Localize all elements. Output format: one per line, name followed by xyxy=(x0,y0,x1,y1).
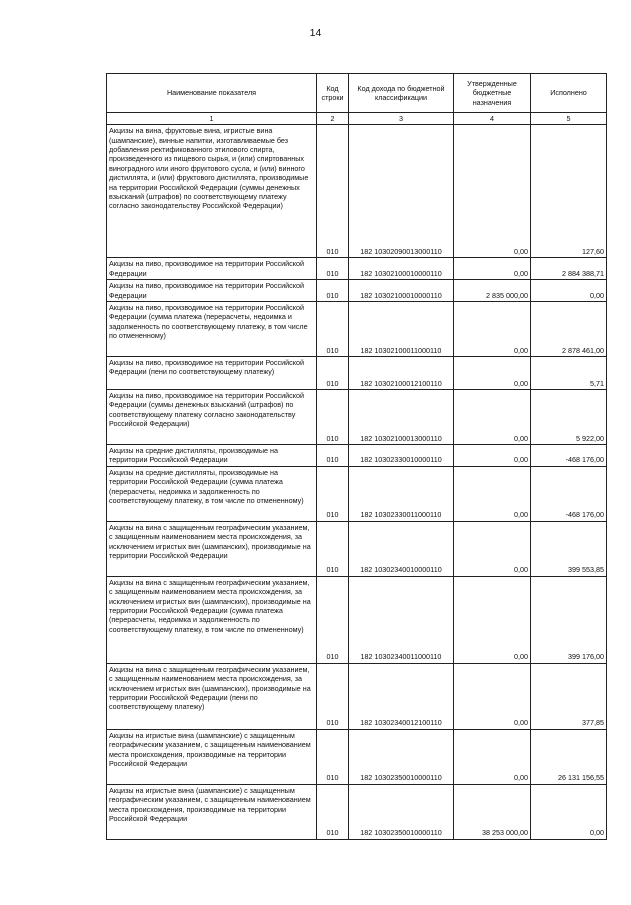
row-approved-amount: 0,00 xyxy=(454,125,531,258)
row-approved-amount: 0,00 xyxy=(454,357,531,390)
row-approved-amount: 38 253 000,00 xyxy=(454,784,531,839)
row-name: Акцизы на пиво, производимое на территории Российской Федерации (сумма платежа (перерасчеты, недоимка и задолженность по соответствующему платежу, в том числе по отмененному) xyxy=(107,302,317,357)
row-code: 010 xyxy=(317,258,349,280)
table-row xyxy=(107,784,607,839)
row-executed-amount: 0,00 xyxy=(531,784,607,839)
table-row xyxy=(107,125,607,258)
table-body xyxy=(107,125,607,839)
row-code: 010 xyxy=(317,357,349,390)
row-name: Акцизы на вина с защищенным географическим указанием, с защищенным наименованием места происхождения, за исключением игристых вин (шампанских), производимые на территории Российской Федерации (сумма платежа (перерасчеты, недоимка и задолженность по соответствующему платежу, в том числе по отмененному) xyxy=(107,576,317,663)
table-row xyxy=(107,258,607,280)
table-row xyxy=(107,390,607,445)
row-executed-amount: 26 131 156,55 xyxy=(531,729,607,784)
row-executed-amount: 127,60 xyxy=(531,125,607,258)
table-row xyxy=(107,280,607,302)
header-name: Наименование показателя xyxy=(107,74,317,113)
row-code: 010 xyxy=(317,784,349,839)
row-code: 010 xyxy=(317,729,349,784)
row-approved-amount: 0,00 xyxy=(454,445,531,467)
header-kbk: Код дохода по бюджетной классификации xyxy=(349,74,454,113)
column-number: 1 xyxy=(107,113,317,125)
row-approved-amount: 0,00 xyxy=(454,663,531,729)
row-executed-amount: 377,85 xyxy=(531,663,607,729)
table-row xyxy=(107,357,607,390)
row-approved-amount: 0,00 xyxy=(454,302,531,357)
row-executed-amount: 0,00 xyxy=(531,280,607,302)
row-code: 010 xyxy=(317,576,349,663)
page-number: 14 xyxy=(309,27,322,39)
table-row xyxy=(107,521,607,576)
row-kbk: 182 10302350010000110 xyxy=(349,784,454,839)
row-code: 010 xyxy=(317,280,349,302)
row-kbk: 182 10302330010000110 xyxy=(349,445,454,467)
table-row xyxy=(107,729,607,784)
row-kbk: 182 10302100013000110 xyxy=(349,390,454,445)
row-name: Акцизы на игристые вина (шампанские) с защищенным географическим указанием, с защищенным наименованием места происхождения, производимые на территории Российской Федерации xyxy=(107,729,317,784)
row-kbk: 182 10302350010000110 xyxy=(349,729,454,784)
row-executed-amount: -468 176,00 xyxy=(531,445,607,467)
row-executed-amount: -468 176,00 xyxy=(531,466,607,521)
row-executed-amount: 5,71 xyxy=(531,357,607,390)
row-kbk: 182 10302100010000110 xyxy=(349,258,454,280)
row-code: 010 xyxy=(317,521,349,576)
row-approved-amount: 0,00 xyxy=(454,466,531,521)
table-row xyxy=(107,445,607,467)
row-kbk: 182 10302090013000110 xyxy=(349,125,454,258)
row-code: 010 xyxy=(317,302,349,357)
header-code: Код строки xyxy=(317,74,349,113)
budget-execution-table xyxy=(106,73,607,840)
header-approved: Утвержденные бюджетные назначения xyxy=(454,74,531,113)
row-executed-amount: 399 176,00 xyxy=(531,576,607,663)
row-executed-amount: 2 884 388,71 xyxy=(531,258,607,280)
row-kbk: 182 10302100011000110 xyxy=(349,302,454,357)
row-kbk: 182 10302330011000110 xyxy=(349,466,454,521)
row-name: Акцизы на игристые вина (шампанские) с защищенным географическим указанием, с защищенным наименованием места происхождения, производимые на территории Российской Федерации xyxy=(107,784,317,839)
row-approved-amount: 0,00 xyxy=(454,521,531,576)
row-code: 010 xyxy=(317,466,349,521)
table-header-row xyxy=(107,74,607,113)
row-kbk: 182 10302100012100110 xyxy=(349,357,454,390)
row-name: Акцизы на пиво, производимое на территории Российской Федерации xyxy=(107,258,317,280)
column-number: 4 xyxy=(454,113,531,125)
row-executed-amount: 399 553,85 xyxy=(531,521,607,576)
row-name: Акцизы на вина с защищенным географическим указанием, с защищенным наименованием места происхождения, за исключением игристых вин (шампанских), производимые на территории Российской Федерации xyxy=(107,521,317,576)
row-approved-amount: 0,00 xyxy=(454,576,531,663)
row-name: Акцизы на пиво, производимое на территории Российской Федерации (суммы денежных взысканий (штрафов) по соответствующему платежу согласно законодательству Российской Федерации) xyxy=(107,390,317,445)
row-kbk: 182 10302100010000110 xyxy=(349,280,454,302)
header-executed: Исполнено xyxy=(531,74,607,113)
table-row xyxy=(107,466,607,521)
column-number: 3 xyxy=(349,113,454,125)
row-name: Акцизы на пиво, производимое на территории Российской Федерации (пени по соответствующему платежу) xyxy=(107,357,317,390)
row-name: Акцизы на средние дистилляты, производимые на территории Российской Федерации (сумма платежа (перерасчеты, недоимка и задолженность по соответствующему платежу, в том числе по отмененному) xyxy=(107,466,317,521)
row-kbk: 182 10302340011000110 xyxy=(349,576,454,663)
table-row xyxy=(107,576,607,663)
row-approved-amount: 2 835 000,00 xyxy=(454,280,531,302)
row-code: 010 xyxy=(317,390,349,445)
column-number: 5 xyxy=(531,113,607,125)
row-approved-amount: 0,00 xyxy=(454,729,531,784)
row-kbk: 182 10302340010000110 xyxy=(349,521,454,576)
row-name: Акцизы на пиво, производимое на территории Российской Федерации xyxy=(107,280,317,302)
row-name: Акцизы на вина, фруктовые вина, игристые вина (шампанские), винные напитки, изготавливаемые без добавления ректификованного этилового спирта, произведенного из пищевого сырья, и (или) спиртованных виноградного или иного фруктового сусла, и (или) винного дистиллята, и (или) фруктового дистиллята, производимые на территории Российской Федерации (суммы денежных взысканий (штрафов) по соответствующему платежу согласно законодательству Российской Федерации) xyxy=(107,125,317,258)
row-code: 010 xyxy=(317,663,349,729)
row-approved-amount: 0,00 xyxy=(454,390,531,445)
row-executed-amount: 5 922,00 xyxy=(531,390,607,445)
row-name: Акцизы на вина с защищенным географическим указанием, с защищенным наименованием места происхождения, за исключением игристых вин (шампанских), производимые на территории Российской Федерации (пени по соответствующему платежу) xyxy=(107,663,317,729)
row-kbk: 182 10302340012100110 xyxy=(349,663,454,729)
row-name: Акцизы на средние дистилляты, производимые на территории Российской Федерации xyxy=(107,445,317,467)
table-row xyxy=(107,302,607,357)
table-row xyxy=(107,663,607,729)
row-executed-amount: 2 878 461,00 xyxy=(531,302,607,357)
column-number-row xyxy=(107,113,607,125)
row-code: 010 xyxy=(317,125,349,258)
row-approved-amount: 0,00 xyxy=(454,258,531,280)
row-code: 010 xyxy=(317,445,349,467)
column-number: 2 xyxy=(317,113,349,125)
